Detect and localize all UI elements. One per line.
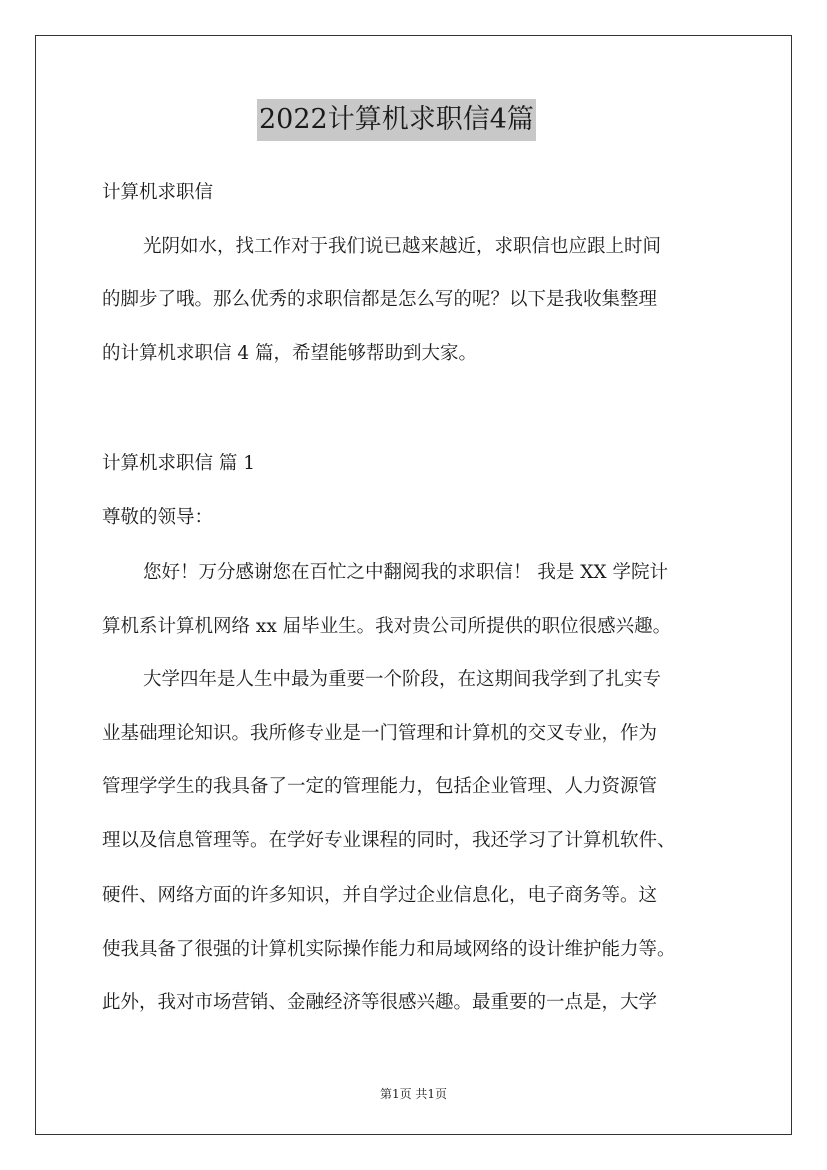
body-line-3: 大学四年是人生中最为重要一个阶段，在这期间我学到了扎实专 [143,669,662,690]
intro-line-3: 的计算机求职信 4 篇，希望能够帮助到大家。 [102,343,478,364]
body-line-7: 硬件、网络方面的许多知识，并自学过企业信息化，电子商务等。这 [102,885,658,906]
document-title: 2022计算机求职信4篇 [257,99,536,141]
body-line-2: 算机系计算机网络 xx 届毕业生。我对贵公司所提供的职位很感兴趣。 [102,616,672,637]
salutation: 尊敬的领导： [102,507,214,528]
body-line-1: 您好！万分感谢您在百忙之中翻阅我的求职信！ 我是 XX 学院计 [143,562,668,583]
body-line-6: 理以及信息管理等。在学好专业课程的同时，我还学习了计算机软件、 [102,830,676,851]
intro-heading: 计算机求职信 [102,182,214,203]
body-line-5: 管理学学生的我具备了一定的管理能力，包括企业管理、人力资源管 [102,776,658,797]
section-heading: 计算机求职信 篇 1 [102,453,256,474]
intro-line-2: 的脚步了哦。那么优秀的求职信都是怎么写的呢？以下是我收集整理 [102,289,658,310]
intro-line-1: 光阴如水，找工作对于我们说已越来越近，求职信也应跟上时间 [143,236,662,257]
body-line-8: 使我具备了很强的计算机实际操作能力和局域网络的设计维护能力等。 [102,939,676,960]
body-line-9: 此外，我对市场营销、金融经济等很感兴趣。最重要的一点是，大学 [102,992,658,1013]
body-line-4: 业基础理论知识。我所修专业是一门管理和计算机的交叉专业，作为 [102,723,658,744]
page-footer: 第1页 共1页 [379,1087,448,1101]
